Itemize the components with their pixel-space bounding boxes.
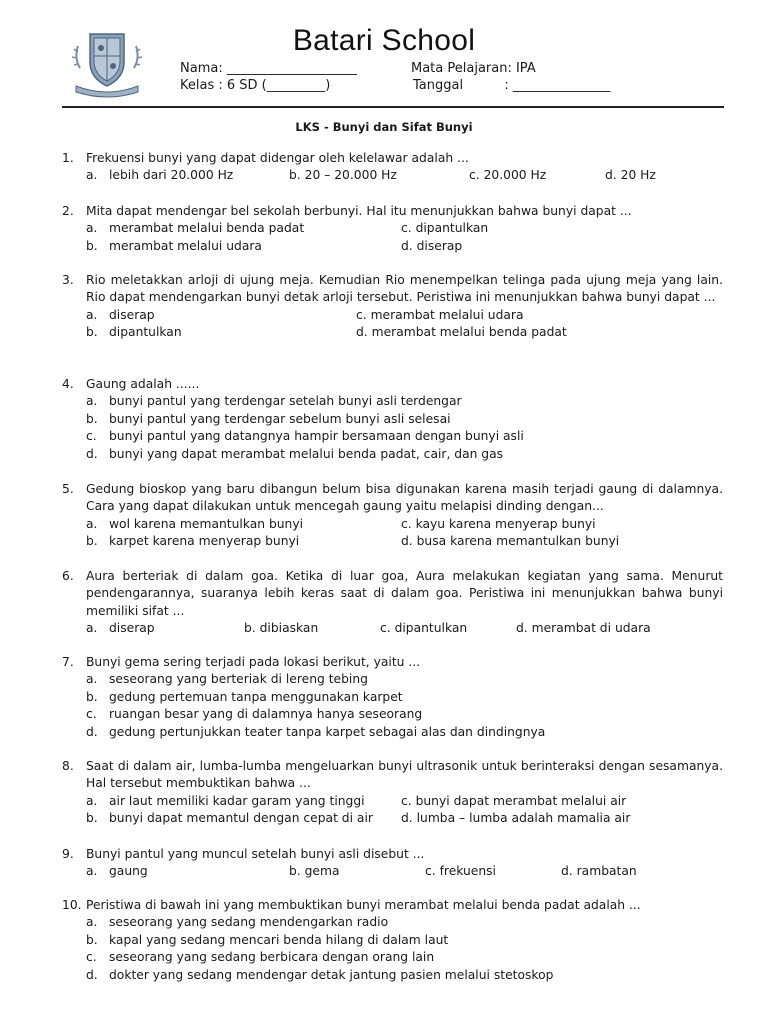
option-d: d. diserap xyxy=(401,238,463,253)
option-text: karpet karena menyerap bunyi xyxy=(109,534,300,549)
option-label: c. xyxy=(86,950,97,965)
question-number: 3. xyxy=(62,273,74,287)
option-label: b. xyxy=(86,238,98,253)
option-c: c. bunyi dapat merambat melalui air xyxy=(401,793,627,808)
option-d: d. 20 Hz xyxy=(605,168,656,183)
option-c: c. kayu karena menyerap bunyi xyxy=(401,516,596,531)
option-b: b. dibiaskan xyxy=(244,621,319,636)
question-4 xyxy=(62,376,723,463)
date-field: Tanggal : _______________ xyxy=(413,78,611,93)
question-number: 5. xyxy=(62,482,74,496)
option-text: lebih dari 20.000 Hz xyxy=(109,168,234,183)
option-c: c. dipantulkan xyxy=(380,621,468,636)
option-c: c. 20.000 Hz xyxy=(469,168,547,183)
worksheet-title: LKS - Bunyi dan Sifat Bunyi xyxy=(295,120,473,134)
option-text: dokter yang sedang mendengar detak jantung pasien melalui stetoskop xyxy=(109,967,554,982)
question-text: Gedung bioskop yang baru dibangun belum bisa digunakan karena masih terjadi gaung di dalamnya. Cara yang dapat dilakukan untuk mencegah gaung yaitu melapisi dinding dengan... xyxy=(86,482,723,514)
question-text: Bunyi pantul yang muncul setelah bunyi asli disebut ... xyxy=(86,847,425,861)
option-text: dipantulkan xyxy=(109,325,182,340)
option-text: kapal yang sedang mencari benda hilang di dalam laut xyxy=(109,932,449,947)
option-text: merambat melalui udara xyxy=(109,238,262,253)
option-text: ruangan besar yang di dalamnya hanya seseorang xyxy=(109,707,423,722)
question-number: 7. xyxy=(62,655,74,669)
question-6 xyxy=(62,568,723,638)
question-1 xyxy=(62,150,723,185)
question-text: Rio meletakkan arloji di ujung meja. Kemudian Rio menempelkan telinga pada ujung meja yang lain. Rio dapat mendengarkan bunyi detak arloji tersebut. Peristiwa ini menunjukkan bahwa bunyi dapat ... xyxy=(86,273,723,305)
option-text: bunyi pantul yang datangnya hampir bersamaan dengan bunyi asli xyxy=(109,429,524,444)
question-text: Saat di dalam air, lumba-lumba mengeluarkan bunyi ultrasonik untuk berinteraksi dengan sesamanya. Hal tersebut membuktikan bahwa ... xyxy=(86,759,723,791)
option-text: gedung pertunjukkan teater tanpa karpet sebagai alas dan dindingnya xyxy=(109,724,546,739)
option-label: d. xyxy=(86,446,98,461)
question-2 xyxy=(62,203,723,255)
question-text: Peristiwa di bawah ini yang membuktikan bunyi merambat melalui benda padat adalah ... xyxy=(86,898,641,912)
option-label: a. xyxy=(86,621,98,636)
question-9 xyxy=(62,846,723,881)
option-label: b. xyxy=(86,325,98,340)
question-7 xyxy=(62,654,723,741)
school-name: Batari School xyxy=(292,24,476,57)
option-text: gedung pertemuan tanpa menggunakan karpet xyxy=(109,689,403,704)
option-text: gaung xyxy=(109,864,148,879)
option-label: a. xyxy=(86,864,98,879)
option-c: c. merambat melalui udara xyxy=(356,307,524,322)
option-c: c. frekuensi xyxy=(425,864,496,879)
option-text: seseorang yang sedang mendengarkan radio xyxy=(109,915,389,930)
question-number: 4. xyxy=(62,377,74,391)
question-number: 2. xyxy=(62,204,74,218)
option-text: diserap xyxy=(109,307,155,322)
option-label: a. xyxy=(86,394,98,409)
question-number: 8. xyxy=(62,759,74,773)
option-text: wol karena memantulkan bunyi xyxy=(109,516,304,531)
option-label: a. xyxy=(86,672,98,687)
question-8 xyxy=(62,758,723,828)
option-text: bunyi yang dapat merambat melalui benda padat, cair, dan gas xyxy=(109,446,504,461)
name-field: Nama: ____________________ xyxy=(180,61,357,76)
option-c: c. dipantulkan xyxy=(401,221,489,236)
option-label: a. xyxy=(86,516,98,531)
option-text: diserap xyxy=(109,621,155,636)
option-label: d. xyxy=(86,724,98,739)
question-number: 10. xyxy=(62,898,82,912)
question-text: Aura berteriak di dalam goa. Ketika di luar goa, Aura melakukan kegiatan yang sama. Menurut pendengarannya, suaranya lebih keras saat di dalam goa. Peristiwa ini menunjukkan bahwa bunyi memiliki sifat ... xyxy=(86,569,723,618)
subject-field: Mata Pelajaran: IPA xyxy=(411,61,536,76)
question-10 xyxy=(62,897,723,984)
option-label: c. xyxy=(86,707,97,722)
question-number: 6. xyxy=(62,569,74,583)
option-label: a. xyxy=(86,221,98,236)
option-text: merambat melalui benda padat xyxy=(109,221,305,236)
header-divider xyxy=(62,106,724,108)
question-number: 9. xyxy=(62,847,74,861)
option-d: d. merambat di udara xyxy=(516,621,651,636)
option-label: a. xyxy=(86,793,98,808)
question-text: Bunyi gema sering terjadi pada lokasi berikut, yaitu ... xyxy=(86,655,421,669)
option-label: b. xyxy=(86,932,98,947)
option-text: bunyi dapat memantul dengan cepat di air xyxy=(109,811,373,826)
class-field: Kelas : 6 SD (_________) xyxy=(180,78,331,93)
question-text: Mita dapat mendengar bel sekolah berbunyi. Hal itu menunjukkan bahwa bunyi dapat ... xyxy=(86,204,632,218)
option-label: a. xyxy=(86,915,98,930)
option-text: bunyi pantul yang terdengar sebelum bunyi asli selesai xyxy=(109,411,451,426)
option-d: d. busa karena memantulkan bunyi xyxy=(401,534,620,549)
option-label: b. xyxy=(86,811,98,826)
option-text: air laut memiliki kadar garam yang tinggi xyxy=(109,793,365,808)
option-label: a. xyxy=(86,307,98,322)
option-b: b. 20 – 20.000 Hz xyxy=(289,168,397,183)
option-text: seseorang yang sedang berbicara dengan orang lain xyxy=(109,950,435,965)
option-b: b. gema xyxy=(289,864,340,879)
option-d: d. rambatan xyxy=(561,864,637,879)
question-text: Gaung adalah ...... xyxy=(86,377,200,391)
question-text: Frekuensi bunyi yang dapat didengar oleh kelelawar adalah ... xyxy=(86,151,469,165)
option-label: c. xyxy=(86,429,97,444)
option-d: d. lumba – lumba adalah mamalia air xyxy=(401,811,631,826)
question-number: 1. xyxy=(62,151,74,165)
question-5 xyxy=(62,481,723,551)
option-label: b. xyxy=(86,411,98,426)
option-label: b. xyxy=(86,689,98,704)
option-text: seseorang yang berteriak di lereng tebing xyxy=(109,672,368,687)
option-label: b. xyxy=(86,534,98,549)
question-3 xyxy=(62,272,723,342)
option-label: a. xyxy=(86,168,98,183)
option-text: bunyi pantul yang terdengar setelah bunyi asli terdengar xyxy=(109,394,462,409)
option-label: d. xyxy=(86,967,98,982)
option-d: d. merambat melalui benda padat xyxy=(356,325,567,340)
